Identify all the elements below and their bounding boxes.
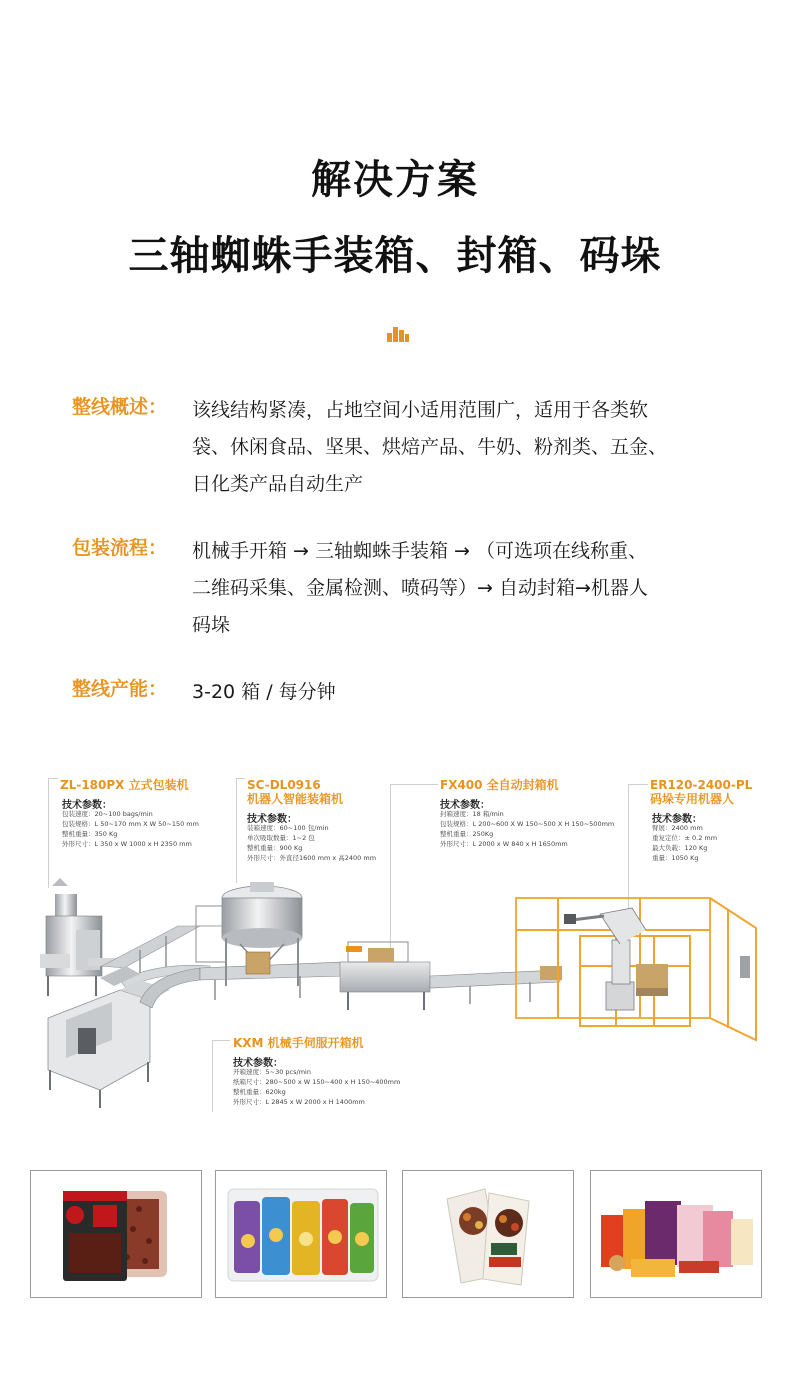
spec-item: 重复定位：± 0.2 mm [652,834,718,842]
machine-name: 机器人智能装箱机 [247,792,344,806]
spec-item: 整机重量：350 Kg [62,830,118,838]
spec-item: 装箱速度：60~100 包/min [247,824,329,832]
machine-name: KXM 机械手伺服开箱机 [233,1036,364,1050]
machine-name: SC-DL0916 [247,778,321,792]
overview-label: 整线概述： [72,396,168,418]
spec-item: 重量：1050 Kg [652,854,699,862]
process-section [72,533,732,648]
spec-item: 封箱速度：18 箱/min [440,810,504,818]
spec-title: 技术参数： [652,814,702,825]
spec-title: 技术参数： [440,800,490,811]
spec-item: 整机重量：620kg [233,1088,286,1096]
machine-name: FX400 全自动封箱机 [440,778,559,792]
spec-item: 包装速度：20~100 bags/min [62,810,153,818]
spec-item: 包装规格：L 50~170 mm X W 50~150 mm [62,820,199,828]
machine-name: ZL-180PX 立式包装机 [60,778,189,792]
production-line-diagram [0,770,790,1120]
spec-title: 技术参数： [233,1058,283,1069]
spec-item: 开箱速度：5~30 pcs/min [233,1068,311,1076]
product-image-snack-bags [215,1170,387,1298]
title-main: 解决方案 [311,157,479,203]
overview-section [72,392,732,507]
spec-item: 外形尺寸：L 350 x W 1000 x H 2350 mm [62,840,192,848]
machine-name: 码垛专用机器人 [650,792,735,806]
title-sub: 三轴蜘蛛手装箱、封箱、码垛 [128,233,662,279]
product-image-nut-bags [402,1170,574,1298]
capacity-label: 整线产能： [72,678,168,700]
spec-item: 臂展：2400 mm [652,824,703,832]
overview-text [192,392,732,503]
case-sealer [340,942,430,1010]
spec-title: 技术参数： [62,800,112,811]
process-line: 码垛 [192,614,231,636]
bar-chart-icon [386,324,410,342]
overview-line: 该线结构紧凑，占地空间小适用范围广，适用于各类软 [192,399,649,421]
overview-line: 日化类产品自动生产 [192,473,364,495]
spec-item: 外形尺寸：L 2845 x W 2000 x H 1400mm [233,1098,365,1106]
capacity-text: 3-20 箱 / 每分钟 [192,681,336,703]
spec-item: 纸箱尺寸：280~500 x W 150~400 x H 150~400mm [233,1078,401,1086]
spec-item: 最大负载：120 Kg [652,844,708,852]
spec-item: 外形尺寸：外直径1600 mm x 高2400 mm [247,854,377,862]
capacity-value [192,674,732,711]
process-label: 包装流程： [72,537,168,559]
outfeed-conveyor [430,966,562,1004]
capacity-section [72,674,732,714]
spec-item: 整机重量：250Kg [440,830,494,838]
machine-name: ER120-2400-PL [650,778,753,792]
process-line: 二维码采集、金属检测、喷码等）→ 自动封箱→机器人 [192,577,648,599]
process-text [192,533,732,644]
machinery-illustration [0,770,790,1120]
spec-item: 包装规格：L 200~600 X W 150~500 X H 150~500mm [440,820,615,828]
spec-title: 技术参数： [247,814,297,825]
robot-arm [564,908,750,1010]
product-image-baked-goods [590,1170,762,1298]
spec-item: 单次吸取数量：1~2 包 [247,834,315,842]
product-image-beef-jerky [30,1170,202,1298]
spec-item: 外形尺寸：L 2000 x W 840 x H 1650mm [440,840,568,848]
process-line: 机械手开箱 → 三轴蜘蛛手装箱 → （可选项在线称重、 [192,540,647,562]
overview-line: 袋、休闲食品、坚果、烘焙产品、牛奶、粉剂类、五金、 [192,436,668,458]
spec-item: 整机重量：900 Kg [247,844,303,852]
